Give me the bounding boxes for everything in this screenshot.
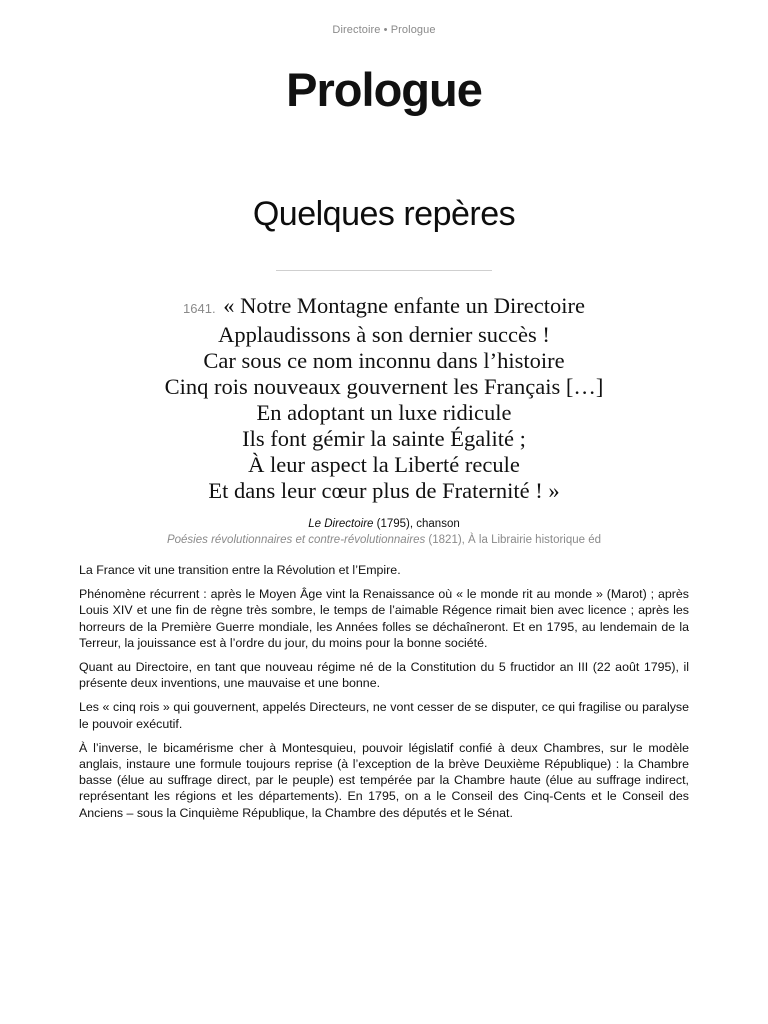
body-text bbox=[79, 562, 689, 829]
verse-line: Et dans leur cœur plus de Fraternité ! » bbox=[208, 478, 560, 503]
chapter-title: Prologue bbox=[286, 63, 482, 116]
source-collection bbox=[0, 532, 768, 548]
verse-line: Applaudissons à son dernier succès ! bbox=[218, 322, 550, 347]
verse-line bbox=[0, 293, 768, 322]
epigraph-quote bbox=[0, 293, 768, 504]
verse-line: En adoptant un luxe ridicule bbox=[256, 400, 512, 425]
verse-line: À leur aspect la Liberté recule bbox=[248, 452, 520, 477]
paragraph: Phénomène récurrent : après le Moyen Âge vint la Renaissance où « le monde rit au monde » (Marot) ; après Louis XIV et une fin de règne très sombre, le temps de l’aimable Régence rimait bien avec licence ; après les horreurs de la Première Guerre mondiale, les Années folles se déchaîneront. Et en 1795, au lendemain de la Terreur, la jouissance est à l’ordre du jour, du moins pour la bonne société. bbox=[79, 587, 689, 650]
paragraph: À l’inverse, le bicamérisme cher à Montesquieu, pouvoir législatif confié à deux Chambres, sur le modèle anglais, instaure une formule toujours reprise (à l’exception de la brève Deuxième République) : la Chambre basse (élue au suffrage direct, par le peuple) est tempérée par la Chambre haute (élue au suffrage indirect, représentant les régions et les départements). En 1795, on a le Conseil des Cinq-Cents et le Conseil des Anciens – sous la Cinquième République, la Chambre des députés et le Sénat. bbox=[79, 740, 689, 820]
verse-text: « Notre Montagne enfante un Directoire bbox=[223, 293, 585, 318]
verse-line: Ils font gémir la sainte Égalité ; bbox=[242, 426, 526, 451]
paragraph: La France vit une transition entre la Révolution et l’Empire. bbox=[79, 563, 401, 577]
source-work-title: Le Directoire bbox=[308, 518, 374, 530]
verse-line: Cinq rois nouveaux gouvernent les Français […] bbox=[164, 374, 604, 399]
section-title: Quelques repères bbox=[252, 195, 516, 233]
source-work bbox=[0, 516, 768, 532]
running-head: Directoire • Prologue bbox=[332, 24, 436, 36]
epigraph-source bbox=[0, 516, 768, 548]
source-collection-title: Poésies révolutionnaires et contre-révolutionnaires bbox=[166, 534, 426, 546]
epigraph-year: 1641. bbox=[183, 301, 216, 316]
paragraph: Quant au Directoire, en tant que nouveau régime né de la Constitution du 5 fructidor an III (22 août 1795), il présente deux inventions, une mauvaise et une bonne. bbox=[79, 660, 689, 691]
source-work-details: (1795), chanson bbox=[373, 518, 460, 530]
paragraph: Les « cinq rois » qui gouvernent, appelés Directeurs, ne vont cesser de se disputer, ce qui fragilise ou paralyse le pouvoir exécutif. bbox=[79, 700, 689, 731]
source-collection-details: (1821), À la Librairie historique éd bbox=[425, 534, 602, 546]
verse-line: Car sous ce nom inconnu dans l’histoire bbox=[203, 348, 565, 373]
section-divider bbox=[276, 270, 492, 271]
